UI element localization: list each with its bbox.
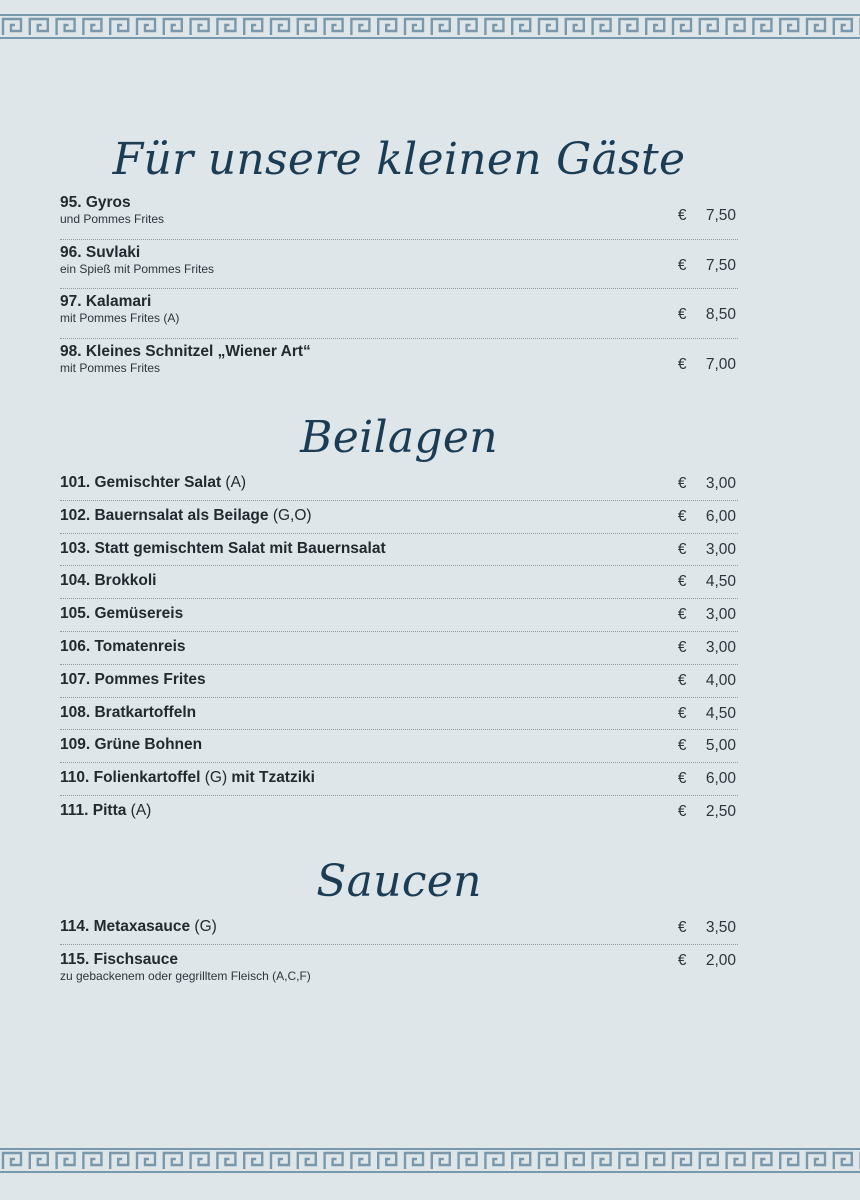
item-price <box>678 541 736 559</box>
item-name-text: 105. Gemüsereis <box>60 605 184 623</box>
item-name <box>60 736 738 754</box>
allergen-codes: (G) <box>190 918 217 935</box>
menu-item <box>60 190 738 240</box>
allergen-codes: (A) <box>126 801 152 819</box>
menu-item <box>60 289 738 339</box>
price-value: 6,00 <box>705 770 736 788</box>
menu-item <box>60 501 738 534</box>
greek-key-border-bottom <box>0 1134 860 1176</box>
allergen-codes: (G,O) <box>268 506 312 524</box>
section-title-sauces: Saucen <box>316 856 482 907</box>
currency-symbol: € <box>677 475 687 492</box>
item-price <box>678 356 736 374</box>
item-name <box>60 918 738 936</box>
currency-symbol: € <box>677 507 687 525</box>
sides-menu-list <box>60 468 738 829</box>
item-price <box>678 475 736 493</box>
currency-symbol: € <box>677 540 687 558</box>
item-price <box>678 207 736 225</box>
allergen-codes: (A) <box>221 474 247 491</box>
menu-item <box>60 534 738 567</box>
price-value: 4,00 <box>705 671 736 689</box>
item-price <box>678 952 736 970</box>
item-price <box>678 919 736 937</box>
menu-item <box>60 698 738 731</box>
item-name: 98. Kleines Schnitzel „Wiener Art“ <box>60 342 311 360</box>
price-value: 4,50 <box>705 573 736 591</box>
item-name-text: 107. Pommes Frites <box>60 670 206 688</box>
greek-key-pattern-top <box>0 0 860 42</box>
menu-item <box>60 240 738 290</box>
item-name <box>60 507 738 525</box>
currency-symbol: € <box>677 638 687 656</box>
menu-item <box>60 730 738 763</box>
menu-item <box>60 468 738 501</box>
item-description: mit Pommes Frites (A) <box>60 311 180 325</box>
item-price <box>678 737 736 755</box>
price-value: 3,00 <box>705 606 736 624</box>
item-name <box>60 769 738 787</box>
menu-item <box>60 339 738 389</box>
menu-item <box>60 665 738 698</box>
item-name <box>60 704 738 722</box>
item-name-text: 103. Statt gemischtem Salat mit Bauernsalat <box>60 539 386 557</box>
item-name: 96. Suvlaki <box>60 243 141 261</box>
kids-menu-list <box>60 190 738 388</box>
price-value: 4,50 <box>705 704 736 722</box>
item-description: und Pommes Frites <box>60 212 165 226</box>
item-name-text: 102. Bauernsalat als Beilage <box>60 506 269 524</box>
price-value: 3,50 <box>705 919 736 936</box>
item-price <box>678 672 736 690</box>
menu-item <box>60 763 738 796</box>
item-name-text: 115. Fischsauce <box>60 951 179 968</box>
section-title-kids: Für unsere kleinen Gäste <box>112 134 686 185</box>
menu-item <box>60 912 738 945</box>
currency-symbol: € <box>677 952 687 969</box>
menu-item <box>60 599 738 632</box>
item-name-text: 106. Tomatenreis <box>60 637 186 655</box>
menu-item <box>60 945 738 983</box>
item-name-text: 114. Metaxasauce <box>60 918 191 935</box>
currency-symbol: € <box>677 606 687 624</box>
item-name-text: 110. Folienkartoffel <box>60 769 201 787</box>
menu-item <box>60 632 738 665</box>
price-value: 3,00 <box>705 540 736 558</box>
currency-symbol: € <box>677 704 687 722</box>
currency-symbol: € <box>677 355 687 373</box>
item-name <box>60 605 738 623</box>
item-name-text: 101. Gemischter Salat <box>60 474 222 491</box>
item-name: 97. Kalamari <box>60 293 152 310</box>
price-value: 7,00 <box>705 355 736 373</box>
menu-item <box>60 566 738 599</box>
section-sides <box>60 408 738 829</box>
currency-symbol: € <box>677 306 687 323</box>
price-value: 2,00 <box>705 952 736 969</box>
price-value: 3,00 <box>705 638 736 656</box>
item-name <box>60 802 738 820</box>
currency-symbol: € <box>677 573 687 591</box>
item-name-text: 111. Pitta <box>60 801 127 819</box>
item-name <box>60 638 738 656</box>
menu-item <box>60 796 738 829</box>
currency-symbol: € <box>677 256 687 274</box>
price-value: 2,50 <box>705 802 736 820</box>
greek-key-pattern-bottom <box>0 1134 860 1176</box>
currency-symbol: € <box>677 207 687 224</box>
currency-symbol: € <box>677 737 687 755</box>
item-name-text: 109. Grüne Bohnen <box>60 736 203 754</box>
price-value: 7,50 <box>705 207 736 224</box>
sauces-menu-list <box>60 912 738 983</box>
item-name <box>60 572 738 590</box>
item-name-text: 108. Bratkartoffeln <box>60 703 197 721</box>
price-value: 6,00 <box>705 507 736 525</box>
allergen-codes: (G) <box>200 769 228 787</box>
item-price <box>678 306 736 324</box>
currency-symbol: € <box>677 671 687 689</box>
section-kids-menu <box>60 130 738 388</box>
item-description: zu gebackenem oder gegrilltem Fleisch (A,C,F) <box>60 969 311 983</box>
item-description: mit Pommes Frites <box>60 360 161 375</box>
price-value: 7,50 <box>705 256 736 274</box>
item-name <box>60 540 738 558</box>
item-name <box>60 671 738 689</box>
item-name <box>60 951 738 969</box>
item-price <box>678 770 736 788</box>
item-price <box>678 257 736 275</box>
item-name: 95. Gyros <box>60 194 131 211</box>
item-price <box>678 705 736 723</box>
item-name-text: 104. Brokkoli <box>60 572 157 590</box>
greek-key-border-top <box>0 0 860 42</box>
item-price <box>678 573 736 591</box>
currency-symbol: € <box>677 919 687 936</box>
item-name <box>60 474 738 492</box>
currency-symbol: € <box>677 802 687 820</box>
item-price <box>678 508 736 526</box>
price-value: 8,50 <box>705 306 736 323</box>
price-value: 3,00 <box>705 475 736 492</box>
item-price <box>678 639 736 657</box>
item-price <box>678 606 736 624</box>
price-value: 5,00 <box>705 737 736 755</box>
item-price <box>678 803 736 821</box>
section-title-sides: Beilagen <box>300 412 498 463</box>
section-sauces <box>60 852 738 983</box>
item-description: ein Spieß mit Pommes Frites <box>60 261 215 276</box>
item-name-suffix: mit Tzatziki <box>227 769 315 787</box>
currency-symbol: € <box>677 770 687 788</box>
